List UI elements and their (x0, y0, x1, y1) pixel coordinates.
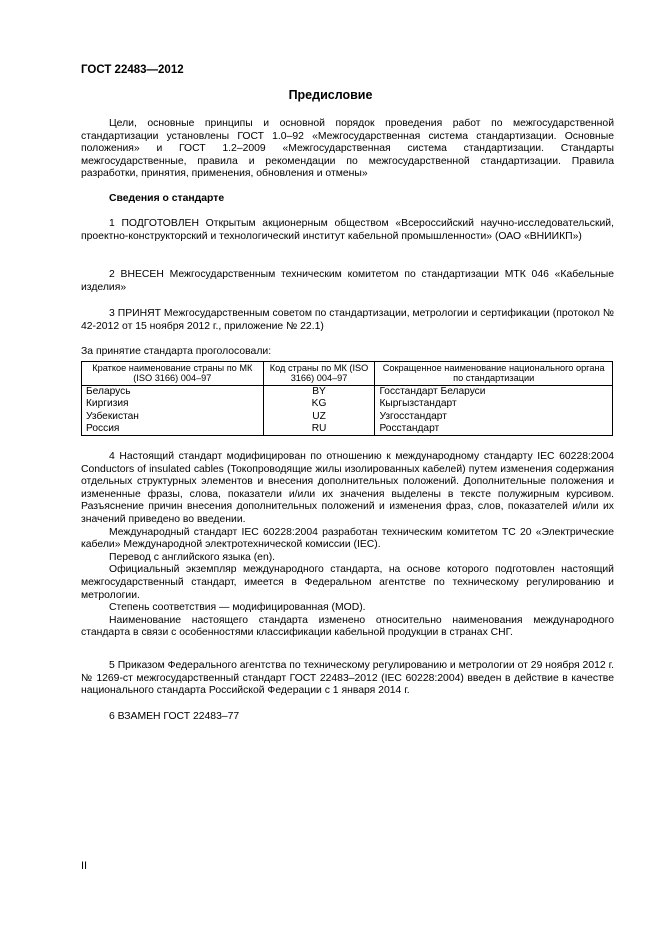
table-row (82, 398, 613, 410)
country-cell: Беларусь (82, 386, 264, 399)
item-4-paragraph-6: Наименование настоящего стандарта изменено относительно наименования международного стандарта в связи с особенностями классификации кабельной продукции в странах СНГ. (81, 614, 614, 639)
item-3 (81, 308, 614, 333)
item-3-text: 3 ПРИНЯТ Межгосударственным советом по стандартизации, метрологии и сертификации (протокол № 42-2012 от 15 ноября 2012 г., приложение № 22.1) (81, 308, 614, 332)
item-5 (81, 660, 614, 698)
item-2-text: 2 ВНЕСЕН Межгосударственным техническим комитетом по стандартизации МТК 046 «Кабельные изделия» (81, 269, 614, 293)
body-cell: Росстандарт (375, 423, 613, 436)
item-1-text: 1 ПОДГОТОВЛЕН Открытым акционерным обществом «Всероссийский научно-исследовательский, проектно-конструкторский и технологический институт кабельной промышленности» (ОАО «ВНИИКП») (81, 218, 614, 242)
voting-table-section (81, 346, 614, 436)
page-number: II (81, 860, 88, 872)
item-4 (81, 451, 614, 640)
document-header: ГОСТ 22483—2012 (81, 64, 184, 76)
item-4-paragraph-4: Официальный экземпляр международного стандарта, на основе которого подготовлен настоящий межгосударственный стандарт, имеется в Федеральном агентстве по техническому регулированию и метрологии. (81, 564, 614, 601)
item-4-paragraph-1: 4 Настоящий стандарт модифицирован по отношению к международному стандарту IEC 60228:2004 Conductors of insulated cables (Токопроводящие жилы изолированных кабелей) путем изменения содержания отдельных структурных элементов и внесения дополнительных положений. Дополнительные положения и измененные фразы, слова, показатели и/или их значения выделены в тексте полужирным курсивом. Разъяснение причин внесения дополнительных положений и изменения фраз, слов, показателей и/или их значений приведено во введении. (81, 451, 614, 525)
intro-paragraph: Цели, основные принципы и основной порядок проведения работ по межгосударственной стандартизации установлены ГОСТ 1.0–92 «Межгосударственная система стандартизации. Основные положения» и ГОСТ 1.2–2009 «Межгосударственная система стандартизации. Стандарты межгосударственные, правила и рекомендации по межгосударственной стандартизации. Правила разработки, принятия, применения, обновления и отмены» (81, 118, 614, 180)
country-cell: Узбекистан (82, 411, 264, 423)
code-cell: UZ (263, 411, 375, 423)
column-header-body: Сокращенное наименование национального органа по стандартизации (375, 361, 613, 386)
code-cell: BY (263, 386, 375, 399)
code-cell: KG (263, 398, 375, 410)
column-header-country: Краткое наименование страны по МК (ISO 3166) 004–97 (82, 361, 264, 386)
item-2 (81, 269, 614, 294)
body-cell: Кыргызстандарт (375, 398, 613, 410)
item-4-paragraph-5: Степень соответствия — модифицированная (MOD). (109, 602, 366, 614)
intro-section (81, 118, 614, 181)
code-cell: RU (263, 423, 375, 436)
item-6-text: 6 ВЗАМЕН ГОСТ 22483–77 (109, 711, 240, 722)
voting-table (81, 361, 613, 436)
table-caption: За принятие стандарта проголосовали: (81, 346, 272, 357)
country-cell: Киргизия (82, 398, 264, 410)
page-title: Предисловие (288, 88, 373, 102)
subheading: Сведения о стандарте (109, 193, 225, 204)
table-row (82, 386, 613, 399)
body-cell: Госстандарт Беларуси (375, 386, 613, 399)
body-cell: Узгосстандарт (375, 411, 613, 423)
table-row (82, 423, 613, 436)
item-6 (81, 711, 614, 724)
item-5-text: 5 Приказом Федерального агентства по техническому регулированию и метрологии от 29 ноября 2012 г. № 1269-ст межгосударственный стандарт ГОСТ 22483–2012 (IEC 60228:2004) введен в действие в качестве национального стандарта Российской Федерации с 1 января 2014 г. (81, 660, 614, 697)
item-4-paragraph-2: Международный стандарт IEC 60228:2004 разработан техническим комитетом ТС 20 «Электрические кабели» Международной электротехнической комиссии (IEC). (81, 526, 614, 551)
table-header-row (82, 361, 613, 386)
standard-info-section (81, 193, 614, 206)
item-1 (81, 218, 614, 243)
column-header-code: Код страны по МК (ISO 3166) 004–97 (263, 361, 375, 386)
item-4-paragraph-3: Перевод с английского языка (en). (109, 551, 276, 563)
country-cell: Россия (82, 423, 264, 436)
table-row (82, 411, 613, 423)
